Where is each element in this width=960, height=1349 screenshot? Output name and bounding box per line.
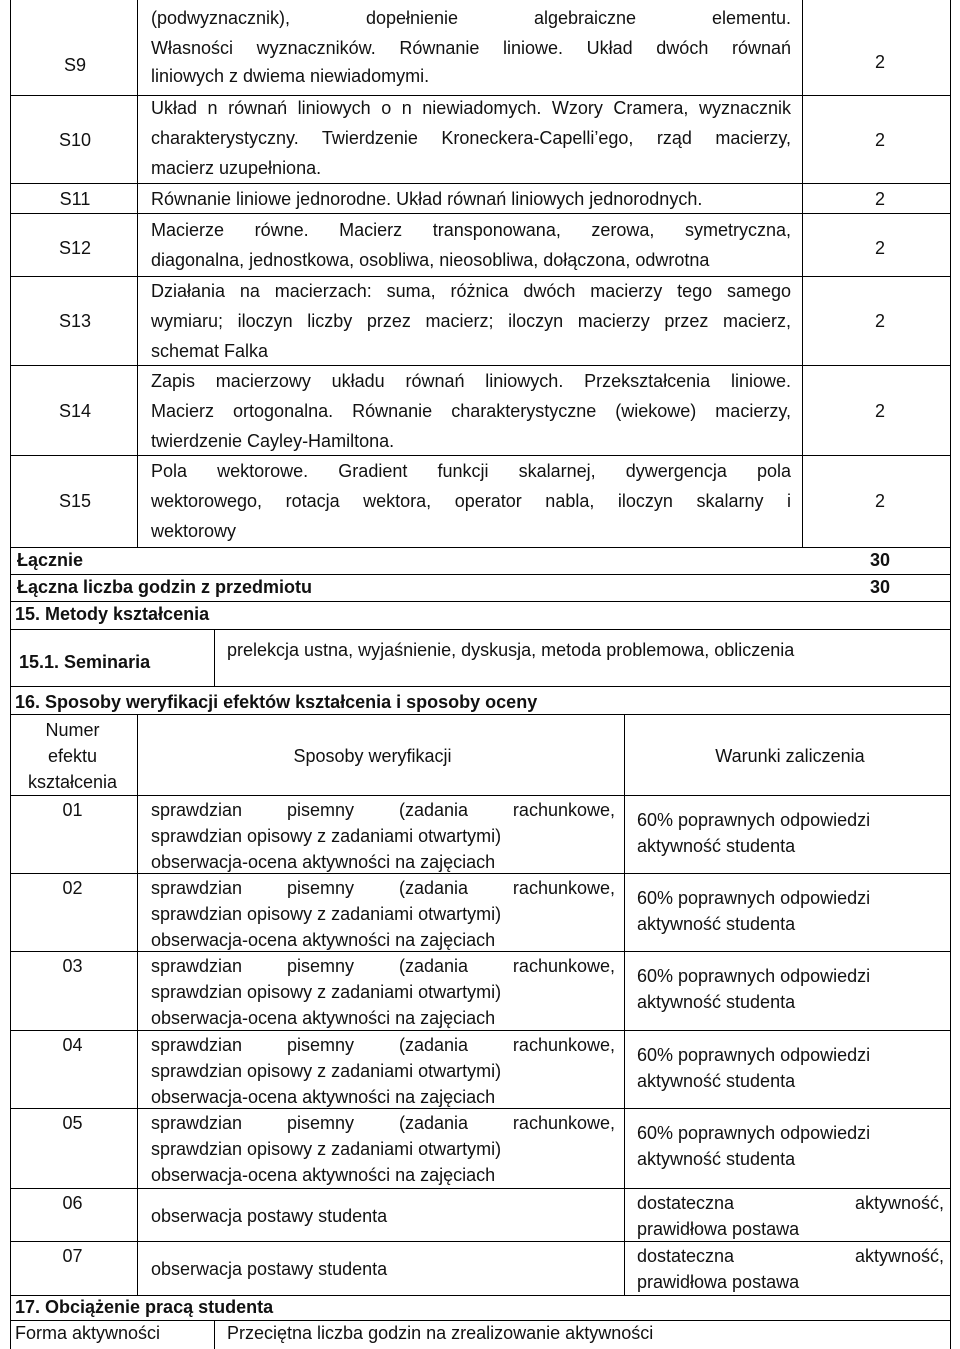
pass-condition-line: aktywność studenta: [637, 914, 796, 934]
effect-number: 06: [62, 1193, 83, 1213]
topic-text-line: Macierz ortogonalna. Równanie charakterystyczne (wiekowe) macierzy,: [151, 401, 791, 421]
verification-method-line: obserwacja-ocena aktywności na zajęciach: [151, 930, 496, 950]
topic-text-line: liniowych z dwiema niewiadomymi.: [151, 66, 430, 86]
verification-method-line: sprawdzian pisemny (zadania rachunkowe,: [151, 1113, 615, 1133]
pass-condition-line: dostateczna aktywność,: [637, 1246, 944, 1266]
topic-text-line: wektorowy: [151, 521, 237, 541]
topic-hours: 2: [874, 130, 885, 150]
topic-text-line: diagonalna, jednostkowa, osobliwa, nieosobliwa, dołączona, odwrotna: [151, 250, 710, 270]
pass-condition-line: aktywność studenta: [637, 1149, 796, 1169]
topic-text-line: Układ n równań liniowych o n niewiadomych. Wzory Cramera, wyznacznik: [151, 98, 791, 118]
effect-number: 01: [62, 800, 83, 820]
verification-method-line: sprawdzian opisowy z zadaniami otwartymi): [151, 826, 502, 846]
pass-condition-line: 60% poprawnych odpowiedzi: [637, 888, 871, 908]
topic-text-line: Pola wektorowe. Gradient funkcji skalarnej, dywergencja pola: [151, 461, 791, 481]
pass-condition-line: 60% poprawnych odpowiedzi: [637, 1045, 871, 1065]
verification-method-line: sprawdzian opisowy z zadaniami otwartymi): [151, 904, 502, 924]
row-divider: [10, 873, 950, 874]
topic-text-line: wymiaru; iloczyn liczby przez macierz; iloczyn macierzy przez macierz,: [151, 311, 791, 331]
section15-title: 15. Metody kształcenia: [15, 604, 210, 624]
verification-method-line: obserwacja-ocena aktywności na zajęciach: [151, 1008, 496, 1028]
verification-method-line: sprawdzian opisowy z zadaniami otwartymi): [151, 982, 502, 1002]
topic-hours: 2: [874, 311, 885, 331]
topic-text-line: Działania na macierzach: suma, różnica dwóch macierzy tego samego: [151, 281, 791, 301]
topic-text-line: Własności wyznaczników. Równanie liniowe. Układ dwóch równań: [151, 38, 791, 58]
topic-text-line: macierz uzupełniona.: [151, 158, 322, 178]
topic-hours: 2: [874, 401, 885, 421]
pass-condition-line: aktywność studenta: [637, 992, 796, 1012]
workload-col-form: Forma aktywności: [15, 1323, 161, 1343]
col-divider: [624, 714, 625, 1295]
row-divider: [10, 455, 950, 456]
pass-condition-line: aktywność studenta: [637, 836, 796, 856]
row-divider: [10, 365, 950, 366]
verification-method-line: obserwacja-ocena aktywności na zajęciach: [151, 1087, 496, 1107]
pass-condition-line: 60% poprawnych odpowiedzi: [637, 966, 871, 986]
topic-code: S14: [58, 401, 92, 421]
topic-code: S15: [58, 491, 92, 511]
topic-text-line: wektorowego, rotacja wektora, operator nabla, iloczyn skalarny i: [151, 491, 791, 511]
col-divider: [137, 0, 138, 547]
row-divider: [10, 213, 950, 214]
pass-condition-line: prawidłowa postawa: [637, 1272, 800, 1292]
pass-condition-line: 60% poprawnych odpowiedzi: [637, 810, 871, 830]
header-effect-number: efektu: [47, 746, 98, 766]
topic-text-line: schemat Falka: [151, 341, 269, 361]
topic-hours: 2: [874, 238, 885, 258]
col-divider: [802, 0, 803, 547]
topic-text-line: (podwyznacznik), dopełnienie algebraiczne elementu.: [151, 8, 791, 28]
row-divider: [10, 183, 950, 184]
effect-number: 02: [62, 878, 83, 898]
topic-text-line: twierdzenie Cayley-Hamiltona.: [151, 431, 395, 451]
row-divider: [10, 951, 950, 952]
topic-text-line: charakterystyczny. Twierdzenie Kroneckera-Capelli’ego, rząd macierzy,: [151, 128, 791, 148]
verification-method-line: sprawdzian pisemny (zadania rachunkowe,: [151, 956, 615, 976]
topic-code: S10: [58, 130, 92, 150]
header-effect-number: kształcenia: [27, 772, 118, 792]
verification-method-line: sprawdzian pisemny (zadania rachunkowe,: [151, 1035, 615, 1055]
verification-method-line: obserwacja-ocena aktywności na zajęciach: [151, 1165, 496, 1185]
pass-condition-line: 60% poprawnych odpowiedzi: [637, 1123, 871, 1143]
row-divider: [10, 276, 950, 277]
pass-condition-line: prawidłowa postawa: [637, 1219, 800, 1239]
total-label: Łącznie: [17, 550, 84, 570]
verification-method-line: obserwacja postawy studenta: [151, 1259, 388, 1279]
topic-hours: 2: [874, 189, 885, 209]
topic-hours: 2: [874, 52, 885, 72]
topic-code: S9: [63, 55, 87, 75]
pass-condition-line: aktywność studenta: [637, 1071, 796, 1091]
section17-title: 17. Obciążenie pracą studenta: [15, 1297, 274, 1317]
section16-title: 16. Sposoby weryfikacji efektów kształcenia i sposoby oceny: [15, 692, 538, 712]
topic-code: S11: [59, 189, 91, 209]
row-divider: [10, 1030, 950, 1031]
pass-condition-line: dostateczna aktywność,: [637, 1193, 944, 1213]
effect-number: 05: [62, 1113, 83, 1133]
effect-number: 04: [62, 1035, 83, 1055]
header-pass-conditions: Warunki zaliczenia: [715, 746, 865, 766]
subject-hours-value: 30: [869, 577, 891, 597]
topic-text-line: Zapis macierzowy układu równań liniowych. Przekształcenia liniowe.: [151, 371, 791, 391]
topic-hours: 2: [874, 491, 885, 511]
topic-code: S12: [58, 238, 92, 258]
verification-method-line: obserwacja-ocena aktywności na zajęciach: [151, 852, 496, 872]
col-divider: [137, 714, 138, 1295]
row-divider: [10, 1241, 950, 1242]
methods-row-label: 15.1. Seminaria: [19, 652, 151, 672]
effect-number: 03: [62, 956, 83, 976]
topic-text-line: Równanie liniowe jednorodne. Układ równań liniowych jednorodnych.: [151, 189, 703, 209]
topic-text-line: Macierze równe. Macierz transponowana, zerowa, symetryczna,: [151, 220, 791, 240]
verification-method-line: sprawdzian pisemny (zadania rachunkowe,: [151, 800, 615, 820]
verification-method-line: obserwacja postawy studenta: [151, 1206, 388, 1226]
row-divider: [10, 795, 950, 796]
row-divider: [10, 1108, 950, 1109]
row-divider: [10, 1188, 950, 1189]
total-value: 30: [869, 550, 891, 570]
header-effect-number: Numer: [45, 720, 100, 740]
workload-col-hours: Przeciętna liczba godzin na zrealizowanie aktywności: [227, 1323, 654, 1343]
verification-method-line: sprawdzian pisemny (zadania rachunkowe,: [151, 878, 615, 898]
verification-method-line: sprawdzian opisowy z zadaniami otwartymi): [151, 1061, 502, 1081]
methods-row-value: prelekcja ustna, wyjaśnienie, dyskusja, metoda problemowa, obliczenia: [227, 640, 795, 660]
row-divider: [10, 95, 950, 96]
verification-method-line: sprawdzian opisowy z zadaniami otwartymi): [151, 1139, 502, 1159]
subject-hours-label: Łączna liczba godzin z przedmiotu: [17, 577, 313, 597]
header-verification-methods: Sposoby weryfikacji: [293, 746, 452, 766]
topic-code: S13: [58, 311, 92, 331]
effect-number: 07: [62, 1246, 83, 1266]
